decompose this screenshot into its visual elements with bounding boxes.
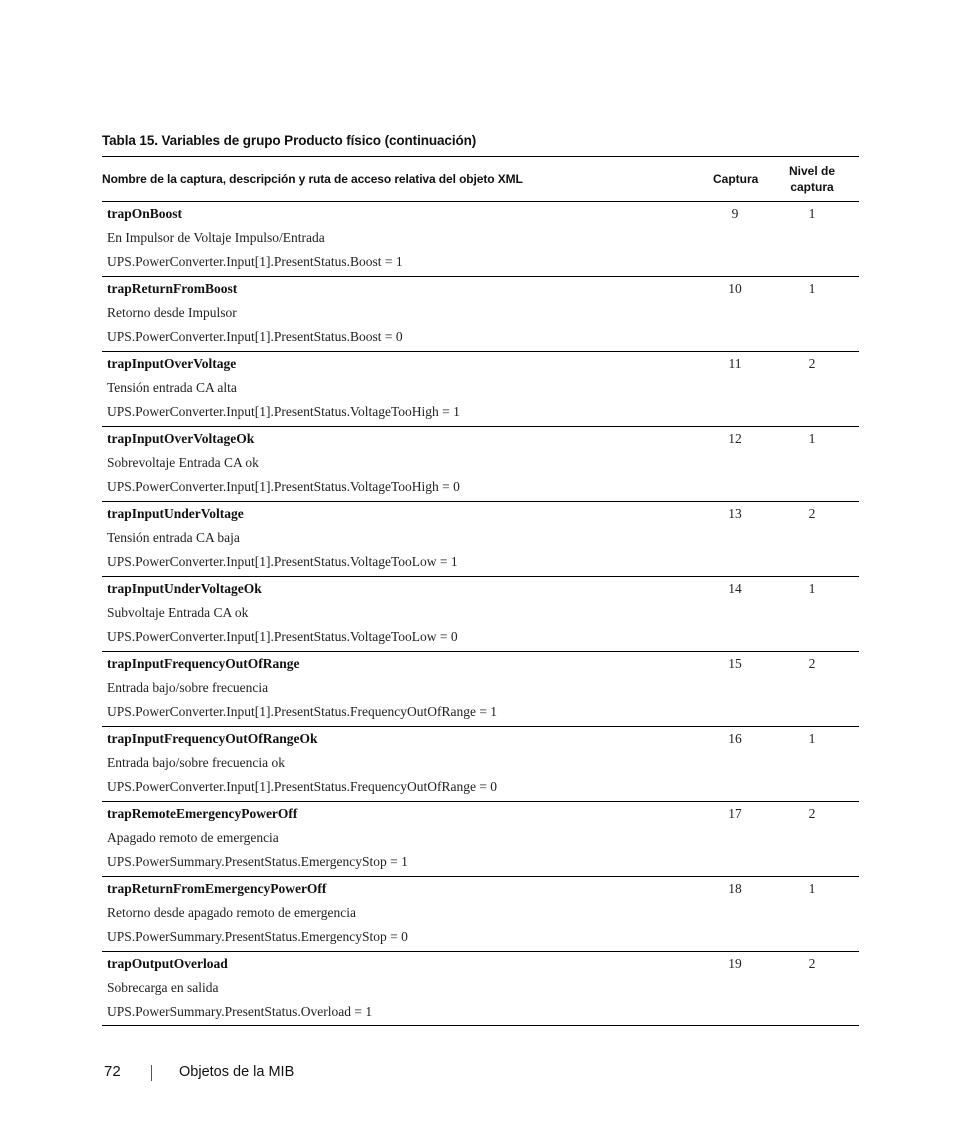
trap-description: Subvoltaje Entrada CA ok [107,605,249,620]
header-trap-column: Captura [713,172,759,186]
trap-name: trapOnBoost [107,206,183,221]
trap-name: trapInputUnderVoltageOk [107,581,262,596]
trap-level: 1 [808,431,816,446]
trap-description: Tensión entrada CA baja [107,530,240,545]
table-row [102,577,859,652]
trap-number: 14 [728,581,742,596]
trap-name: trapInputFrequencyOutOfRange [107,656,300,671]
trap-name: trapInputFrequencyOutOfRangeOk [107,731,318,746]
trap-level: 2 [808,356,816,371]
trap-object-path: UPS.PowerConverter.Input[1].PresentStatus.Boost = 0 [107,329,403,344]
table-row [102,277,859,352]
trap-object-path: UPS.PowerSummary.PresentStatus.Overload = 1 [107,1004,373,1019]
trap-name: trapInputOverVoltageOk [107,431,255,446]
table-row [102,727,859,802]
trap-description: Retorno desde apagado remoto de emergencia [107,905,357,920]
table-header [102,157,859,202]
trap-level: 1 [808,206,816,221]
trap-object-path: UPS.PowerConverter.Input[1].PresentStatus.FrequencyOutOfRange = 0 [107,779,498,794]
footer-divider [151,1065,152,1081]
trap-level: 2 [808,656,816,671]
header-name-column: Nombre de la captura, descripción y ruta de acceso relativa del objeto XML [102,172,523,186]
trap-number: 11 [728,356,742,371]
table-body [102,202,859,1025]
table-row [102,652,859,727]
trap-level: 2 [808,506,816,521]
trap-variables-table [102,156,859,1026]
trap-name: trapReturnFromEmergencyPowerOff [107,881,327,896]
trap-number: 13 [728,506,742,521]
trap-number: 16 [728,731,742,746]
trap-level: 1 [808,281,816,296]
section-title: Objetos de la MIB [179,1064,295,1080]
table-row [102,427,859,502]
trap-description: Retorno desde Impulsor [107,305,237,320]
trap-number: 10 [728,281,742,296]
trap-number: 19 [728,956,742,971]
trap-number: 18 [728,881,742,896]
table-caption: Tabla 15. Variables de grupo Producto físico (continuación) [102,133,477,148]
page-footer [102,1063,502,1085]
trap-object-path: UPS.PowerConverter.Input[1].PresentStatus.FrequencyOutOfRange = 1 [107,704,498,719]
table-row [102,202,859,277]
trap-name: trapInputOverVoltage [107,356,237,371]
trap-object-path: UPS.PowerConverter.Input[1].PresentStatus.VoltageTooHigh = 1 [107,404,460,419]
trap-description: Entrada bajo/sobre frecuencia [107,680,269,695]
trap-name: trapReturnFromBoost [107,281,238,296]
trap-level: 2 [808,806,816,821]
trap-description: Sobrevoltaje Entrada CA ok [107,455,259,470]
trap-number: 17 [728,806,742,821]
trap-number: 15 [728,656,742,671]
trap-object-path: UPS.PowerSummary.PresentStatus.EmergencyStop = 0 [107,929,408,944]
trap-name: trapOutputOverload [107,956,228,971]
trap-object-path: UPS.PowerConverter.Input[1].PresentStatus.VoltageTooHigh = 0 [107,479,460,494]
header-level-column [782,163,842,195]
trap-object-path: UPS.PowerConverter.Input[1].PresentStatus.VoltageTooLow = 0 [107,629,458,644]
trap-object-path: UPS.PowerConverter.Input[1].PresentStatus.VoltageTooLow = 1 [107,554,458,569]
table-row [102,877,859,952]
trap-description: Entrada bajo/sobre frecuencia ok [107,755,286,770]
trap-level: 1 [808,581,816,596]
trap-description: Tensión entrada CA alta [107,380,237,395]
trap-object-path: UPS.PowerConverter.Input[1].PresentStatus.Boost = 1 [107,254,403,269]
trap-name: trapInputUnderVoltage [107,506,244,521]
page-number: 72 [104,1063,121,1080]
header-level-line2: captura [790,180,834,194]
trap-level: 1 [808,881,816,896]
trap-description: Apagado remoto de emergencia [107,830,279,845]
trap-description: Sobrecarga en salida [107,980,219,995]
trap-level: 2 [808,956,816,971]
table-row [102,802,859,877]
trap-object-path: UPS.PowerSummary.PresentStatus.EmergencyStop = 1 [107,854,408,869]
table-row [102,502,859,577]
trap-number: 12 [728,431,742,446]
header-level-line1: Nivel de [788,164,836,178]
trap-description: En Impulsor de Voltaje Impulso/Entrada [107,230,325,245]
trap-name: trapRemoteEmergencyPowerOff [107,806,298,821]
trap-number: 9 [731,206,739,221]
trap-level: 1 [808,731,816,746]
table-row [102,352,859,427]
table-row [102,952,859,1025]
